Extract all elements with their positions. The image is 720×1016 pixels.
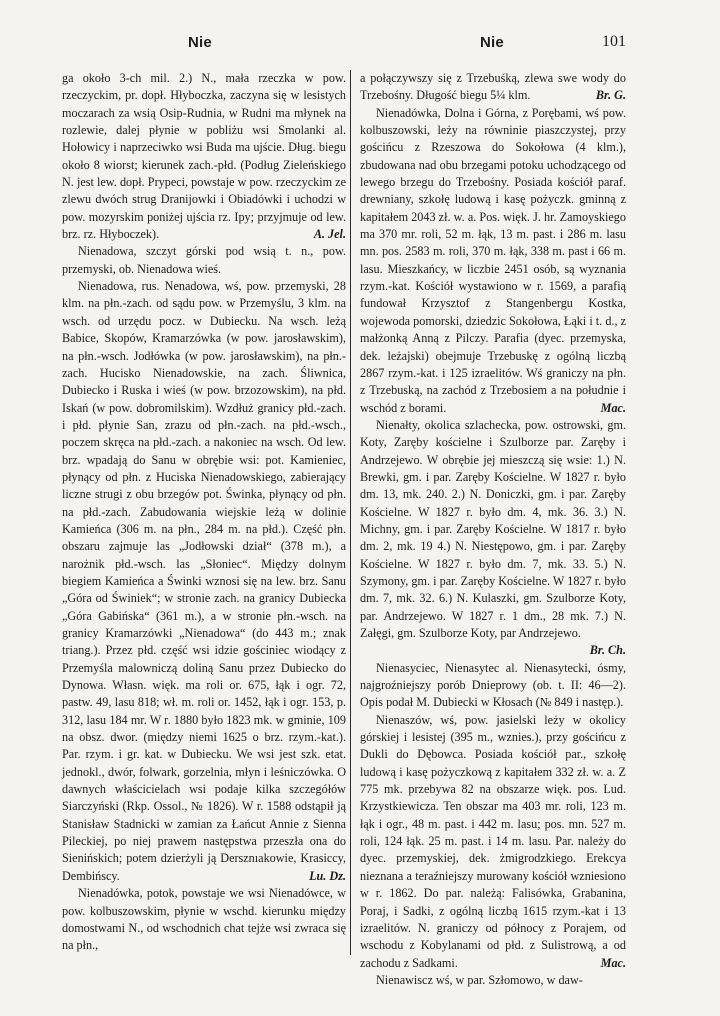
entry-text: a połączywszy się z Trzebuśką, zlewa swe wody do Trzebośny. Długość biegu 5¼ klm.: [360, 71, 626, 103]
entry-text: Nienadówka, Dolna i Górna, z Porębami, wś pow. kolbuszowski, leży na równinie piaszczystej, przy gościńcu z Rzeszowa do Sokołowa (4 klm.), zbudowana nad obu brzegami potoku uchodzącego od lewego brzegu do Trzebośny. Posiada kościół paraf. drewniany, szkołę ludową i kasę pożyczk. gminną z kapitałem 2043 zł. w. a. Pos. więk. J. hr. Zamoyskiego ma 370 mr. roli, 52 m. łąk, 13 m. past. i 286 m. lasu mn. pos. 2583 m. roli, 370 m. łąk, 338 m. past i 66 m. lasu. Mieszkańcy, w liczbie 2451 osób, są wyznania rzym.-kat. Kościół wystawiono w r. 1569, a parafią fundował Krzysztof z Stangenbergu Kostka, wojewoda pomorski, dziedzic Sokołowa, Łąki i t. d., z małżonką Anną z Pilczy. Parafia (dyec. przemyska, dek. leżajski) obejmuje Trzebuskę z ogólną liczbą 2867 rzym.-kat. i 125 izraelitów. Wś graniczy na płn. z Trzebuską, na zachód z Trzebosiem a na południe i wschód z borami.: [360, 105, 626, 415]
entry-text: Nienadówka, potok, powstaje we wsi Nienadówce, w pow. kolbuszowskim, płynie w wschd. kierunku między domostwami N., od wschodnich chat tejże wsi zwraca się na płn.,: [62, 886, 346, 953]
entry-text: Nienawiscz wś, w par. Szłomowo, w daw-: [376, 972, 583, 987]
dictionary-entry: [360, 70, 626, 105]
running-head-center: Nie: [480, 34, 504, 51]
running-head-left: Nie: [188, 34, 212, 51]
dictionary-entry: [360, 660, 626, 712]
entry-text: Nienasyciec, Nienasytec al. Nienasytecki, ósmy, najgroźniejszy porób Dnieprowy (ob. t. II: 46—2). Opis podał M. Dubiecki w Kłosach (№ 849 i następ.).: [360, 660, 626, 710]
entry-text: Nienadowa, szczyt górski pod wsią t. n., pow. przemyski, ob. Nienadowa wieś.: [62, 244, 346, 276]
entry-signature: Lu. Dz.: [309, 868, 346, 883]
left-column: [62, 70, 346, 955]
dictionary-entry: [62, 243, 346, 278]
entry-signature: A. Jel.: [313, 227, 346, 242]
entry-signature: Br. Ch.: [589, 643, 626, 658]
entry-text: Nienaszów, wś, pow. jasielski leży w okolicy górskiej i lesistej (395 m., wznies.), przy gościńcu z Dukli do Dębowca. Posiada kościół par., szkołę ludową i kasę pożyczkową z kapitałem 332 zł. w. a. Z 775 mk. przebywa 82 na obszarze więk. pos. Lud. Krzystkiewicza. Ten obszar ma 403 mr. roli, 123 m. łąk i ogr., 48 m. past. i 442 m. lasu; pos. mn. 527 m. roli, 124 łąk. 25 m. past. i 14 m. lasu. Par. należy do dyec. przemyskiej, dek. żmigrodzkiego. Erekcya nieznana a teraźniejszy murowany kościół wzniesiono w r. 1862. Do par. należą: Falisówka, Grabanina, Poraj, i Sadki, z ogólną liczbą 1615 rzym.-kat i 13 izraelitów. N. graniczy od północy z Porajem, od wschodu z Kobylanami od płd. z Sulistrową, a od zachodu z Sadkami.: [360, 712, 626, 970]
entry-signature: Mac.: [600, 955, 626, 970]
entry-signature: Br. G.: [595, 88, 626, 103]
right-column: [360, 70, 626, 989]
entry-signature: Mac.: [600, 400, 626, 415]
dictionary-entry: [62, 278, 346, 885]
dictionary-entry: [360, 972, 626, 989]
dictionary-entry: [62, 70, 346, 243]
entry-text: Nienałty, okolica szlachecka, pow. ostrowski, gm. Koty, Zaręby kościelne i Szulborze par. Zaręby i Andrzejewo. W obrębie jej mieszczą się wsie: 1.) N. Brewki, gm. i par. Zaręby Kościelne. W 1827 r. było dm. 13, mk. 240. 2.) N. Doniczki, gm. i par. Zaręby Kościelne. W 1827 r. było dm. 4, mk. 36. 3.) N. Michny, gm. i par. Zaręby Kościelne. W 1817 r. było dm. 2, mk. 19 4.) N. Niestępowo, gm. i par. Zaręby Kościelne. W 1827 r. było dm. 7, mk. 33. 5.) N. Szymony, gm. i par. Zaręby Kościelne. W 1827 r. było dm. 7, mk. 32. 6.) N. Kulaszki, gm. Szulborze Koty, par. Andrzejewo. W 1827 r. 1 dm., 28 mk. 7.) N. Załęgi, gm. Szulborze Koty, par Andrzejewo.: [360, 417, 626, 640]
column-divider: [350, 70, 351, 955]
entry-text: Nienadowa, rus. Nenadowa, wś, pow. przemyski, 28 klm. na płn.-zach. od sądu pow. w Przemyślu, 3 klm. na wsch. od urzędu pocz. w Dubiecku. Na wsch. leżą Babice, Skopów, Kramarzówka (w pow. jarosławskim), na płn.-wsch. Jodłówka (w pow. jarosławskim), na płn.-zach. Hucisko Nienadowskie, na zach. Śliwnica, Dubiecko i Ruska i wieś (w pow. brzozowskim), na płd. Iskań (w pow. dobromilskim). Wzdłuż granicy płd.-zach. i płd. płynie San, zrazu od płn.-zach. na płd.-wsch., poczem skręca na płd.-zach. a nakoniec na wsch. Od lew. brz. wpadają do Sanu w obrębie wsi: pot. Kamieniec, płynący od płn. z Huciska Nienadowskiego, zabierający liczne strugi z obu brzegów pot. Świnka, płynący od płn. na płd.-zach. Zabudowania wiejskie leżą w dolinie Kamieńca (306 m. na płn., 284 m. na płd.). Część płn. obszaru zajmuje las „Jodłowski dział“ (378 m.), a narożnik płd.-wsch. las „Słoniec“. Między dolnym biegiem Kamieńca a Świnki wznosi się na lew. brz. Sanu „Góra od Świniek“; w stronie zach. na granicy Dubiecka „Góra Gabińska“ (361 m.), a w stronie płn.-wsch. na granicy Kramarzówki „Nienadowa“ (do 443 m.; znak triang.). Przez płd. część wsi idzie gościniec wiodący z Przemyśla malowniczą doliną Sanu przez Dubiecko do Dynowa. Własn. więk. ma roli or. 675, łąk i ogr. 72, pastw. 49, lasu 818; wł. m. roli or. 1452, łąk i ogr. 153, p. 312, lasu 184 mr. W r. 1880 było 1823 mk. w gminie, 109 na obsz. dwor. (między niemi 1625 o brz. rzym.-kat.). Par. rzym. i gr. kat. w Dubiecku. We wsi jest szk. etat. jednokl., dwór, folwark, gorzelnia, młyn i leśniczówka. O dawnych właścicielach wsi podaje kilka szczegółów Siarczyński (Rkp. Ossol., № 1826). W r. 1588 odstąpił ją Stanisław Stadnicki w zamian za Łańcut Annie z Sienna Pileckiej, po niej prawem następstwa przeszła ona do Sienińskich; potem dzierżyli ją Dersznıakowie, Krasiccy, Dembińscy.: [62, 279, 346, 883]
dictionary-entry: [360, 417, 626, 660]
dictionary-entry: [62, 885, 346, 954]
page-number: 101: [602, 33, 626, 50]
dictionary-entry: [360, 712, 626, 972]
dictionary-entry: [360, 105, 626, 417]
entry-text: ga około 3-ch mil. 2.) N., mała rzeczka w pow. rzeczyckim, pr. dopł. Hłyboczka, zaczyna się w lesistych moczarach za wsią Osip-Rudnia, w Rudni ma młynek na rozlewie, dalej płynie w pobliżu wsi Smolanki al. Hołowicy i naprzeciwko wsi Buda ma ujście. Dług. biegu około 8 wiorst; kierunek zach.-płd. (Podług Zieleńskiego N. jest lew. dopł. Prypeci, powstaje w pow. rzeczyckim ze zlewu dwóch strug Dranijowki i Obiadówki i uchodzi w pow. mozyrskim poniżej ujścia rz. Ipy; przyjmuje od lew. brz. rz. Hłyboczek).: [62, 71, 346, 242]
